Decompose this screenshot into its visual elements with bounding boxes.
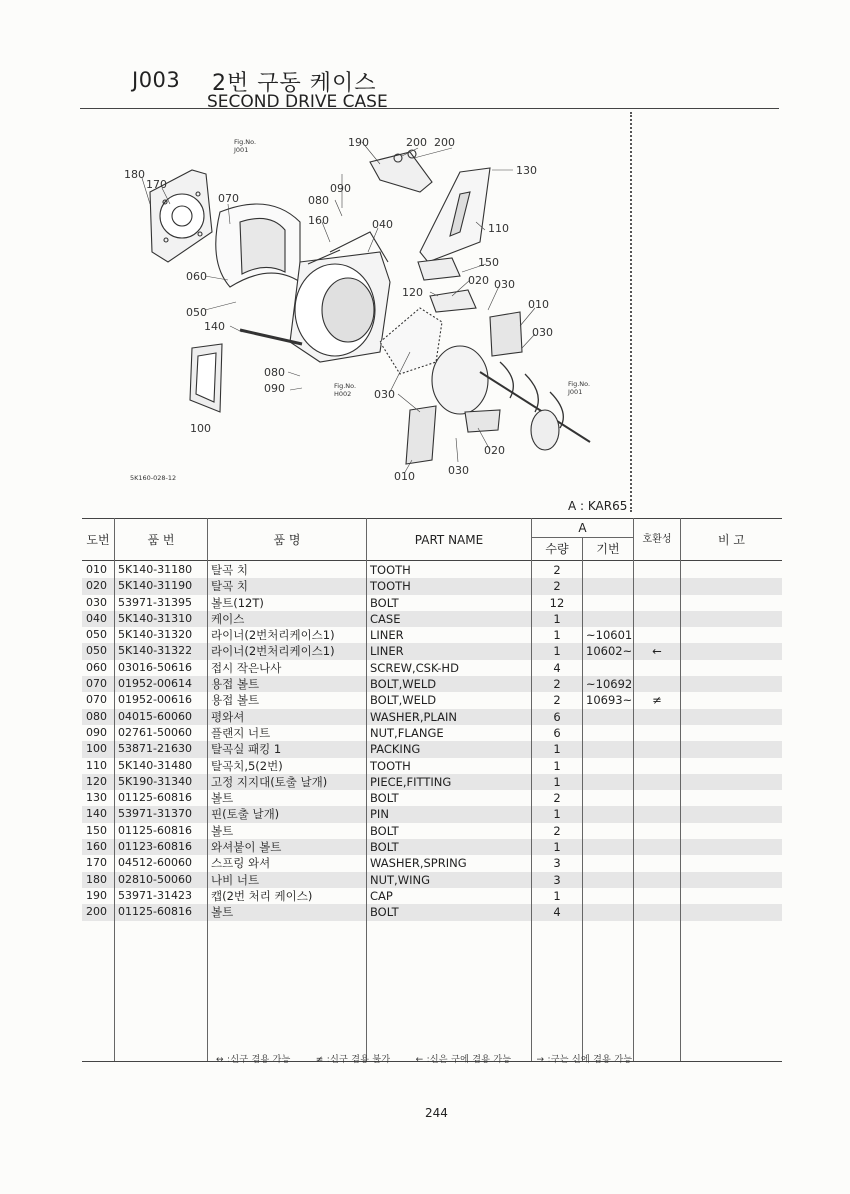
callout-200a: 200 [406,136,427,149]
fitting-piece-drawing [418,258,460,280]
cell-ic [634,855,681,871]
empty-cell [208,921,367,1062]
cell-part-name: LINER [367,643,532,659]
cell-ic [634,578,681,594]
cell-name-ko: 평와셔 [208,709,367,725]
cell-part-no: 53871-21630 [115,741,208,757]
cell-no: 070 [82,676,115,692]
header-group-a: A [532,519,634,538]
cell-qty: 1 [532,839,583,855]
cell-name-ko: 탈곡치,5(2번) [208,758,367,774]
cell-qty: 2 [532,790,583,806]
empty-cell [115,921,208,1062]
table-row [82,725,782,741]
cell-ic: ← [634,643,681,659]
cell-serial [583,709,634,725]
cell-ic [634,790,681,806]
cell-qty: 1 [532,741,583,757]
table-row [82,627,782,643]
cell-serial [583,823,634,839]
cell-no: 070 [86,693,107,707]
table-row [82,709,782,725]
cell-part-name: BOLT,WELD [367,676,532,692]
legend [216,1052,654,1065]
cell-serial: 10602~ [583,643,634,659]
cell-ic [634,888,681,904]
table-row [82,660,782,676]
fig-ref-value-1: J001 [234,146,249,154]
cell-serial [583,660,634,676]
cell-qty: 4 [532,660,583,676]
callout-030b: 030 [532,326,553,339]
cell-remarks [681,855,783,871]
title-underline [80,108,779,109]
drawing-code: 5K160-028-12 [130,474,177,482]
cell-serial [583,806,634,822]
cell-name-ko: 고정 지지대(토출 날개) [208,774,367,790]
cell-part-no: 02761-50060 [115,725,208,741]
cell-serial [583,888,634,904]
callout-150: 150 [478,256,499,269]
exploded-parts-diagram [80,112,640,512]
cell-ic [634,758,681,774]
callout-200b: 200 [434,136,455,149]
table-row [82,904,782,920]
cell-part-no: 01125-60816 [115,823,208,839]
fig-ref-value-2: H002 [334,390,352,398]
cell-serial [583,561,634,579]
table-row [82,839,782,855]
cell-name-ko: 와셔붙이 볼트 [208,839,367,855]
callout-010a: 010 [528,298,549,311]
table-row [82,676,782,692]
cell-no: 180 [82,872,115,888]
empty-cell [681,921,783,1062]
callout-030a: 030 [494,278,515,291]
callout-080: 080 [308,194,329,207]
table-row [82,774,782,790]
title-korean: 2번 구동 케이스 [212,71,377,96]
cell-part-no: 04015-60060 [115,709,208,725]
cell-ic [634,561,681,579]
table-row [82,741,782,757]
header-part-no: 품 번 [115,519,208,561]
legend-item-1: ↔ :신구 겸용 가능 [216,1055,291,1065]
cell-qty: 1 [532,758,583,774]
cell-part-no: 53971-31423 [115,888,208,904]
empty-cell [583,921,634,1062]
cell-ic [634,595,681,611]
table-row [82,692,782,708]
cell-qty: 6 [532,725,583,741]
header-interchange: 호환성 [634,519,681,561]
empty-cell [367,921,532,1062]
cell-qty: 2 [532,823,583,839]
cell-part-name: BOLT [367,839,532,855]
callout-100: 100 [190,422,211,435]
fig-ref-value-3: J001 [568,388,583,396]
empty-cell [82,921,115,1062]
table-row [82,790,782,806]
cell-name-ko: 캡(2번 처리 케이스) [208,888,367,904]
table-row [82,561,782,579]
cell-serial [583,790,634,806]
callout-130: 130 [516,164,537,177]
cell-part-name: NUT,FLANGE [367,725,532,741]
legend-item-2: ≠ :신구 겸용 불가 [315,1055,391,1065]
cell-part-name: PIECE,FITTING [367,774,532,790]
cell-ic [634,839,681,855]
callout-170: 170 [146,178,167,191]
table-row [82,611,782,627]
cell-remarks [681,872,783,888]
cell-serial [583,578,634,594]
cell-serial [583,758,634,774]
table-empty-space [82,921,782,1062]
model-label: A : KAR65 [568,499,628,513]
table-row [82,855,782,871]
figure-code: J003 [132,68,181,92]
callout-020b: 020 [484,444,505,457]
cell-serial [583,611,634,627]
cell-ic [634,806,681,822]
cell-part-no: 01125-60816 [115,904,208,920]
cell-part-no: 01952-00614 [115,676,208,692]
callout-070: 070 [218,192,239,205]
table-row [82,888,782,904]
callout-020a: 020 [468,274,489,287]
cell-no: 140 [82,806,115,822]
cell-name-ko: 핀(토출 날개) [208,806,367,822]
cell-remarks [681,904,783,920]
cell-remarks [681,709,783,725]
table-row [82,643,782,659]
cell-no: 050 [82,643,115,659]
table-row [82,758,782,774]
fig-ref-label-3: Fig.No. [568,380,591,388]
cell-qty: 3 [532,855,583,871]
cell-name-ko: 볼트 [208,823,367,839]
cell-name-ko: 케이스 [208,611,367,627]
cell-serial [583,872,634,888]
cell-remarks [681,578,783,594]
callout-090b: 090 [264,382,285,395]
cell-no: 150 [86,823,107,837]
page-number: 244 [425,1106,448,1120]
header-part-name: PART NAME [367,519,532,561]
cell-part-name: CASE [367,611,532,627]
cell-remarks [681,758,783,774]
cell-qty: 1 [532,611,583,627]
callout-050: 050 [186,306,207,319]
cell-remarks [681,888,783,904]
cell-no: 110 [86,758,107,772]
cell-serial [583,595,634,611]
tooth-010-drawing [490,312,522,356]
cell-part-name: PIN [367,806,532,822]
cell-part-name: TOOTH [367,561,532,579]
cell-serial [583,855,634,871]
cell-qty: 4 [532,904,583,920]
cell-part-name: PACKING [367,741,532,757]
cell-part-no: 53971-31370 [115,806,208,822]
cell-ic [634,872,681,888]
cell-no: 100 [82,741,115,757]
table-row [82,872,782,888]
cell-name-ko: 라이너(2번처리케이스1) [208,643,367,659]
cell-part-no: 5K140-31480 [115,758,208,774]
cell-ic [634,709,681,725]
cell-name-ko: 라이너(2번처리케이스1) [208,627,367,643]
cell-serial: ~10692 [583,676,634,692]
callout-180: 180 [124,168,145,181]
cell-qty: 6 [532,709,583,725]
title-english: SECOND DRIVE CASE [207,92,388,112]
cell-qty: 1 [532,643,583,659]
cell-ic [634,660,681,676]
cell-part-name: TOOTH [367,758,532,774]
cell-remarks [681,611,783,627]
cell-remarks [681,774,783,790]
cell-remarks [681,725,783,741]
legend-item-4: → :구는 신에 겸용 가능 [536,1055,633,1065]
case-drawing [290,232,390,362]
cell-serial: 10693~ [583,692,634,708]
cell-no: 050 [86,628,107,642]
cell-name-ko: 플랜지 너트 [208,725,367,741]
cell-no: 190 [86,888,107,902]
cell-no: 200 [82,904,115,920]
cell-part-name: WASHER,PLAIN [367,709,532,725]
cell-ic [634,904,681,920]
cell-part-no: 03016-50616 [115,660,208,676]
cell-part-no: 5K140-31180 [115,561,208,579]
cell-no: 010 [82,561,115,579]
cell-qty: 12 [532,595,583,611]
cell-part-name: BOLT [367,823,532,839]
cell-part-no: 01125-60816 [115,790,208,806]
cell-part-no: 5K140-31190 [115,578,208,594]
callout-080b: 080 [264,366,285,379]
fig-ref-label-2: Fig.No. [334,382,357,390]
cell-qty: 2 [532,692,583,708]
cell-qty: 2 [532,578,583,594]
liner-drawing [216,204,300,287]
cover-drawing [380,308,442,374]
callout-110: 110 [488,222,509,235]
cell-name-ko: 접시 작은나사 [208,660,367,676]
cell-remarks [681,643,783,659]
callout-030c: 030 [374,388,395,401]
cell-remarks [681,839,783,855]
callout-160: 160 [308,214,329,227]
cell-name-ko: 탈곡 치 [208,578,367,594]
callout-010b: 010 [394,470,415,483]
empty-cell [634,921,681,1062]
cell-part-no: 01123-60816 [115,839,208,855]
cell-name-ko: 탈곡실 패킹 1 [208,741,367,757]
header-qty: 수량 [532,538,583,561]
cell-part-no: 5K140-31322 [115,643,208,659]
cell-part-name: BOLT [367,790,532,806]
cell-serial [583,774,634,790]
cell-ic [634,741,681,757]
cell-no: 090 [86,725,107,739]
table-row [82,595,782,611]
bracket-drawing [430,290,476,312]
cell-remarks [681,627,783,643]
legend-item-3: ← :신은 구에 겸용 가능 [415,1055,512,1065]
header-remarks: 비 고 [681,519,783,561]
callout-140: 140 [204,320,225,333]
empty-cell [532,921,583,1062]
cell-ic [634,725,681,741]
cell-no: 170 [86,856,107,870]
cell-no: 130 [86,791,107,805]
cell-serial [583,839,634,855]
cell-remarks [681,676,783,692]
cell-remarks [681,741,783,757]
cell-qty: 1 [532,774,583,790]
cell-ic [634,676,681,692]
cell-part-no: 5K140-31320 [115,627,208,643]
cell-part-name: BOLT [367,595,532,611]
cell-ic [634,627,681,643]
cell-part-name: CAP [367,888,532,904]
cell-part-no: 02810-50060 [115,872,208,888]
cell-ic [634,774,681,790]
cell-name-ko: 볼트(12T) [208,595,367,611]
table-row [82,823,782,839]
callout-040: 040 [372,218,393,231]
cell-ic [634,611,681,627]
cell-qty: 1 [532,806,583,822]
cell-remarks [681,806,783,822]
cell-qty: 3 [532,872,583,888]
fig-ref-label-1: Fig.No. [234,138,257,146]
tooth-020-drawing [465,410,500,432]
cell-qty: 2 [532,561,583,579]
tooth-010b-drawing [406,406,436,464]
cell-serial [583,904,634,920]
parts-table [82,518,782,1062]
cell-part-name: TOOTH [367,578,532,594]
cell-part-no: 53971-31395 [115,595,208,611]
cell-name-ko: 탈곡 치 [208,561,367,579]
table-row [82,578,782,594]
cell-no: 040 [82,611,115,627]
cell-name-ko: 용접 볼트 [208,676,367,692]
cell-name-ko: 용접 볼트 [208,692,367,708]
cell-part-no: 5K140-31310 [115,611,208,627]
cell-serial [583,725,634,741]
cell-qty: 1 [532,888,583,904]
cell-part-name: SCREW,CSK-HD [367,660,532,676]
cell-part-name: BOLT [367,904,532,920]
cell-name-ko: 볼트 [208,790,367,806]
cell-no: 020 [82,578,115,594]
cell-serial: ~10601 [583,627,634,643]
header-name-ko: 품 명 [208,519,367,561]
cell-remarks [681,790,783,806]
cell-part-no: 5K190-31340 [115,774,208,790]
table-row [82,806,782,822]
cell-serial [583,741,634,757]
cell-name-ko: 나비 너트 [208,872,367,888]
cell-ic [634,823,681,839]
cell-no: 160 [82,839,115,855]
cell-remarks [681,692,783,708]
cell-remarks [681,660,783,676]
cell-remarks [681,823,783,839]
cell-name-ko: 볼트 [208,904,367,920]
cell-name-ko: 스프링 와셔 [208,855,367,871]
cell-no: 080 [82,709,115,725]
auger-drawing [432,346,590,450]
cell-part-name: WASHER,SPRING [367,855,532,871]
callout-060: 060 [186,270,207,283]
cell-part-no: 04512-60060 [115,855,208,871]
cell-qty: 2 [532,676,583,692]
cell-part-name: LINER [367,627,532,643]
callout-120: 120 [402,286,423,299]
header-no: 도번 [86,532,110,547]
cell-remarks [681,595,783,611]
cap-drawing [370,150,432,192]
cell-part-name: NUT,WING [367,872,532,888]
callout-090: 090 [330,182,351,195]
cell-part-no: 01952-00616 [115,692,208,708]
cell-no: 060 [86,660,107,674]
packing-drawing [190,344,222,412]
cell-no: 120 [82,774,115,790]
callout-190: 190 [348,136,369,149]
cell-part-name: BOLT,WELD [367,692,532,708]
cell-ic: ≠ [634,692,681,708]
callout-030d: 030 [448,464,469,477]
cell-qty: 1 [532,627,583,643]
cell-no: 030 [86,595,107,609]
cell-remarks [681,561,783,579]
header-serial: 기번 [583,538,634,561]
